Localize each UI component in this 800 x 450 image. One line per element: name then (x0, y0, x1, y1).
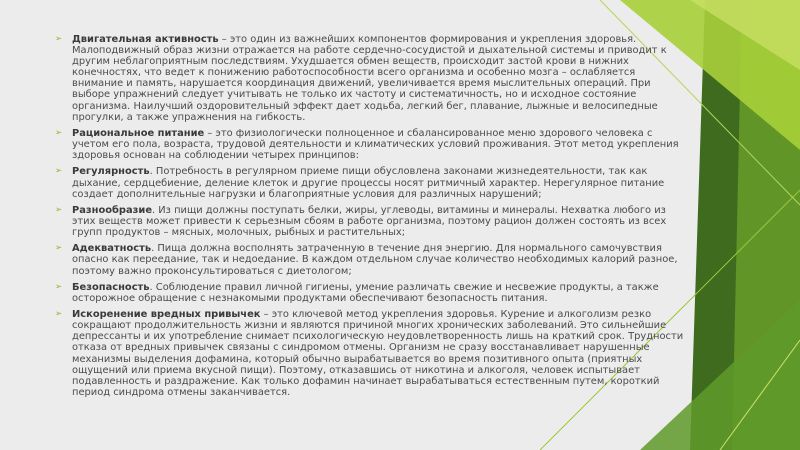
bullet-term: Двигательная активность (72, 34, 219, 45)
bullet-item-bad-habits (55, 309, 687, 398)
bullet-item-regularity (55, 166, 687, 199)
bullet-item-variety (55, 205, 687, 238)
triangle-bullet-icon: ➢ (55, 243, 63, 254)
bullet-text: – это физиологически полноценное и сбалансированное меню здорового человека с учетом его пола, возраста, трудовой деятельности и климатических условий проживания. Этот метод укрепления здоровья основан на соблюдении четырех принципов: (72, 127, 679, 162)
bullet-term: Разнообразие (72, 204, 153, 216)
triangle-bullet-icon: ➢ (55, 204, 63, 215)
slide-body (55, 34, 687, 403)
triangle-bullet-icon: ➢ (55, 127, 63, 138)
bullet-term: Рациональное питание (72, 127, 205, 139)
bullet-term: Адекватность (72, 243, 152, 255)
bullet-text: – это один из важнейших компонентов формирования и укрепления здоровья. Малоподвижный образ жизни отражается на работе сердечно-сосудистой и дыхательной системы и приводит к другим неблагоприятным последствиям. Ухудшается обмен веществ, происходит застой крови в нижних конечностях, что ведет к понижению работоспособности всего организма и особенно мозга – ослабляется внимание и память, нарушается координация движений, увеличивается время мыслительных операций. При выборе упражнений следует учитывать не только их частоту и систематичность, но и исходное состояние организма. Наилучший оздоровительный эффект дает ходьба, легкий бег, плавание, лыжные и велосипедные прогулки, а также упражнения на гибкость. (72, 34, 667, 123)
bullet-text: . Пища должна восполнять затраченную в течение дня энергию. Для нормального самочувствия опасно как переедание, так и недоедание. В каждом отдельном случае количество необходимых калорий разное, поэтому важно проконсультироваться с диетологом; (72, 243, 678, 277)
bullet-item-adequacy (55, 243, 687, 276)
triangle-bullet-icon: ➢ (55, 309, 63, 320)
bullet-item-nutrition (55, 128, 687, 161)
triangle-bullet-icon: ➢ (55, 281, 63, 292)
bullet-text: . Соблюдение правил личной гигиены, умение различать свежие и несвежие продукты, а также осторожное обращение с незнакомыми продуктами обеспечивают безопасность питания. (72, 281, 659, 304)
bullet-text: – это ключевой метод укрепления здоровья. Курение и алкоголизм резко сокращают продолжительность жизни и являются причиной многих хронических заболеваний. Это сильнейшие депрессанты и их употребление снимает психологическую неудовлетворенность лишь на краткий срок. Трудности отказа от вредных привычек связаны с синдромом отмены. Организм не сразу восстанавливает нарушенные механизмы выделения дофамина, который обычно вырабатывается во время позитивного опыта (приятных ощущений или приема вкусной пищи). Поэтому, отказавшись от никотина и алкоголя, человек испытывает подавленность и раздражение. Как только дофамин начинает вырабатываться естественным путем, короткий период синдрома отмены заканчивается. (72, 309, 684, 398)
bullet-text: . Потребность в регулярном приеме пищи обусловлена законами жизнедеятельности, так как дыхание, сердцебиение, деление клеток и другие процессы носят ритмичный характер. Нерегулярное питание создает дополнительные нагрузки и благоприятные условия для различных нарушений; (72, 166, 665, 200)
bullet-term: Регулярность (72, 166, 150, 178)
bullet-term: Искоренение вредных привычек (72, 309, 261, 321)
triangle-bullet-icon: ➢ (55, 166, 63, 177)
bullet-text: . Из пищи должны поступать белки, жиры, углеводы, витамины и минералы. Нехватка любого из этих веществ может привести к серьезным сбоям в работе организма, поэтому рацион должен состоять из всех групп продуктов – мясных, молочных, рыбных и растительных; (72, 204, 667, 239)
bullet-term: Безопасность (72, 281, 150, 293)
triangle-bullet-icon: ➢ (55, 34, 63, 44)
bullet-item-motor-activity (55, 34, 687, 123)
bullet-item-safety (55, 282, 687, 304)
